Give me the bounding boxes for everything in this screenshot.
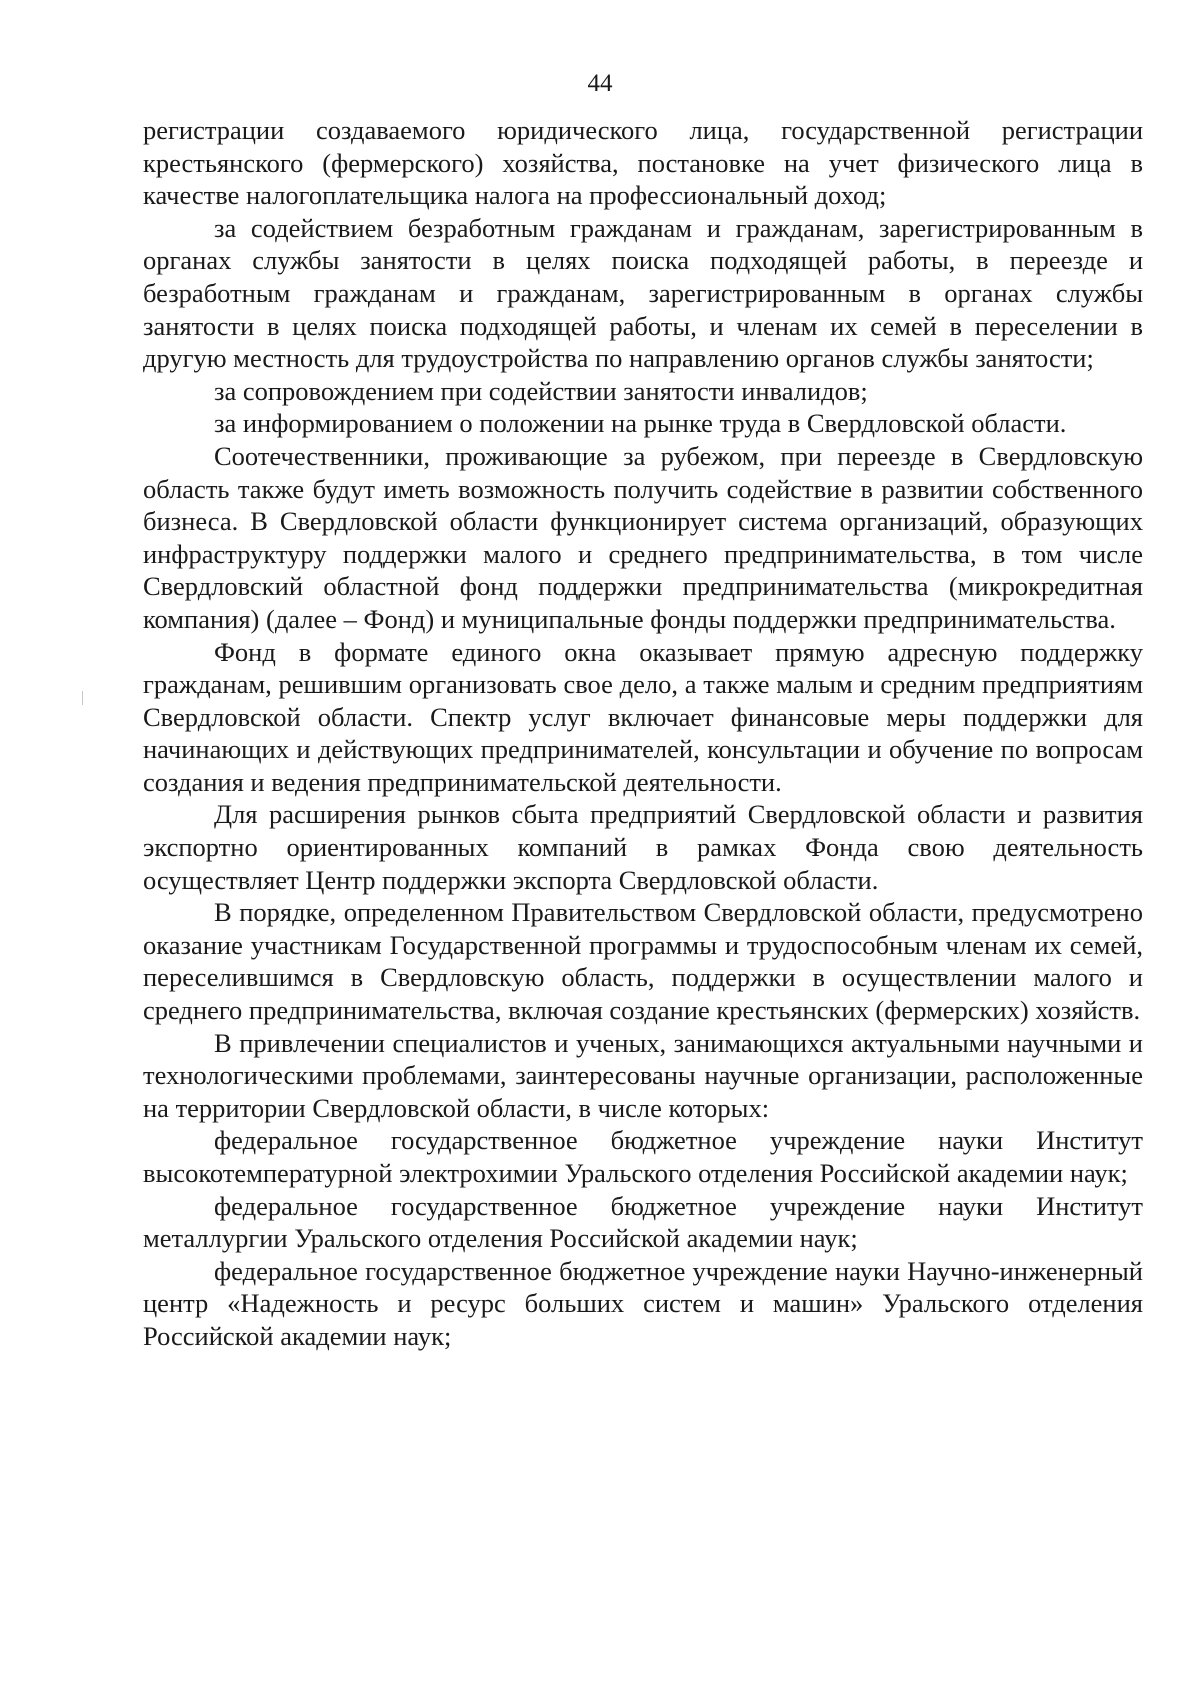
paragraph-labor-market-info: за информированием о положении на рынке труда в Свердловской области. [214,408,1067,439]
paragraph-continuation: регистрации создаваемого юридического лица, государственной регистрации крестьянского (фермерского) хозяйства, постановке на учет физического лица в качестве налогоплательщика налога на профессиональный доход; [143,115,1143,211]
paragraph-institute-metallurgy: федеральное государственное бюджетное учреждение науки Институт металлургии Уральского отделения Российской академии наук; [143,1190,1143,1254]
document-body [143,114,1143,1353]
paragraph-institute-electrochemistry: федеральное государственное бюджетное учреждение науки Институт высокотемпературной электрохимии Уральского отделения Российской академии наук; [143,1125,1143,1188]
page-number: 44 [587,70,613,97]
paragraph-export-center: Для расширения рынков сбыта предприятий Свердловской области и развития экспортно ориентированных компаний в рамках Фонда свою деятельность осуществляет Центр поддержки экспорта Свердловской области. [143,799,1143,895]
margin-mark [82,691,83,705]
paragraph-business-infrastructure: Соотечественники, проживающие за рубежом, при переезде в Свердловскую область также будут иметь возможность получить содействие в развитии собственного бизнеса. В Свердловской области функционирует система организаций, образующих инфраструктуру поддержки малого и среднего предпринимательства, в том числе Свердловский областной фонд поддержки предпринимательства (микрокредитная компания) (далее – Фонд) и муниципальные фонды поддержки предпринимательства. [143,440,1143,634]
paragraph-scientific-organizations: В привлечении специалистов и ученых, занимающихся актуальными научными и технологическими проблемами, заинтересованы научные организации, расположенные на территории Свердловской области, в числе которых: [143,1027,1143,1123]
paragraph-fund-services: Фонд в формате единого окна оказывает прямую адресную поддержку гражданам, решившим организовать свое дело, а также малым и средним предприятиям Свердловской области. Спектр услуг включает финансовые меры поддержки для начинающих и действующих предпринимателей, консультации и обучение по вопросам создания и ведения предпринимательской деятельности. [143,636,1143,797]
paragraph-disability-support: за сопровождением при содействии занятости инвалидов; [214,375,868,406]
paragraph-employment-assistance: за содействием безработным гражданам и гражданам, зарегистрированным в органах службы занятости в целях поиска подходящей работы, в переезде и безработным гражданам и гражданам, зарегистрированным в органах службы занятости в целях поиска подходящей работы, и членам их семей в переселении в другую местность для трудоустройства по направлению органов службы занятости; [143,212,1143,374]
paragraph-engineering-center: федеральное государственное бюджетное учреждение науки Научно-инженерный центр «Надежность и ресурс больших систем и машин» Уральского отделения Российской академии наук; [143,1255,1143,1351]
paragraph-government-support: В порядке, определенном Правительством Свердловской области, предусмотрено оказание участникам Государственной программы и трудоспособным членам их семей, переселившимся в Свердловскую область, поддержки в осуществлении малого и среднего предпринимательства, включая создание крестьянских (фермерских) хозяйств. [143,897,1143,1026]
